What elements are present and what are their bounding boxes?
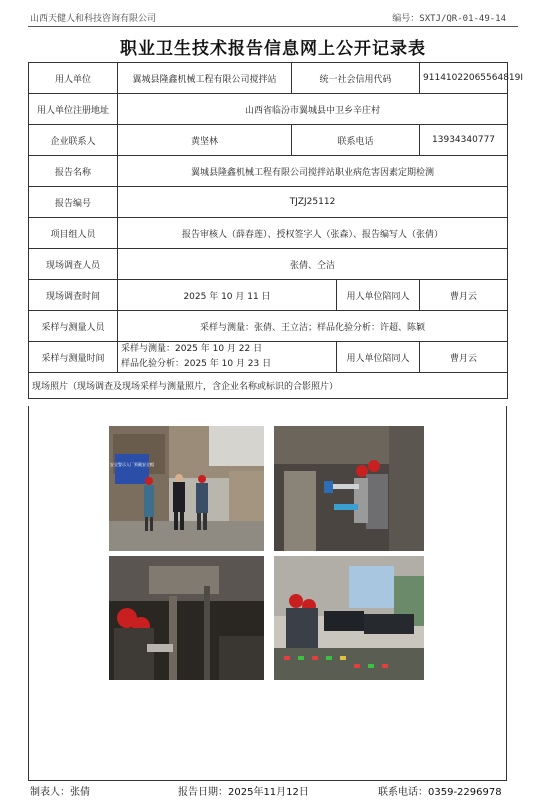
report-name-label: 报告名称 bbox=[29, 156, 118, 187]
row-sampling-staff bbox=[29, 311, 508, 342]
escort2-label: 用人单位陪同人 bbox=[337, 342, 420, 373]
sampling-time-value bbox=[118, 342, 337, 373]
row-report-no bbox=[29, 187, 508, 218]
photo-group-entrance bbox=[109, 426, 264, 551]
row-survey-time bbox=[29, 280, 508, 311]
report-no-value: TJZJ25112 bbox=[118, 187, 508, 218]
footer-maker: 制表人：张倩 bbox=[30, 787, 90, 798]
photos-area bbox=[28, 406, 507, 781]
page-title: 职业卫生技术报告信息网上公开记录表 bbox=[120, 39, 426, 59]
phone-label: 联系电话 bbox=[292, 125, 420, 156]
footer-phone: 联系电话：0359-2296978 bbox=[378, 787, 502, 798]
team-label: 项目组人员 bbox=[29, 218, 118, 249]
survey-staff-value: 张倩、仝洁 bbox=[118, 249, 508, 280]
escort2-value: 曹月云 bbox=[420, 342, 508, 373]
sampling-time-label: 采样与测量时间 bbox=[29, 342, 118, 373]
address-label: 用人单位注册地址 bbox=[29, 94, 118, 125]
row-address bbox=[29, 94, 508, 125]
photo-plant-measurement bbox=[109, 556, 264, 680]
phone-value: 13934340777 bbox=[420, 125, 508, 156]
employer-value: 翼城县隆鑫机械工程有限公司搅拌站 bbox=[118, 63, 292, 94]
survey-time-label: 现场调查时间 bbox=[29, 280, 118, 311]
sampling-time-line2: 样品化验分析：2025 年 10 月 23 日 bbox=[121, 359, 272, 369]
row-contact bbox=[29, 125, 508, 156]
row-employer bbox=[29, 63, 508, 94]
row-team bbox=[29, 218, 508, 249]
header-company: 山西天健人和科技咨询有限公司 bbox=[30, 14, 157, 24]
row-survey-staff bbox=[29, 249, 508, 280]
escort1-label: 用人单位陪同人 bbox=[337, 280, 420, 311]
photos-caption: 现场照片（现场调查及现场采样与测量照片，含企业名称或标识的合影照片） bbox=[29, 373, 508, 399]
team-value: 报告审核人（薛春莲）、授权签字人（张森）、报告编写人（张倩） bbox=[118, 218, 508, 249]
address-value: 山西省临汾市翼城县中卫乡辛庄村 bbox=[118, 94, 508, 125]
row-sampling-time bbox=[29, 342, 508, 373]
safety-sign-text: 安全警示入厂须戴安全帽 bbox=[110, 462, 154, 467]
photo-sampling bbox=[274, 426, 424, 551]
credit-code-label: 统一社会信用代码 bbox=[292, 63, 420, 94]
employer-label: 用人单位 bbox=[29, 63, 118, 94]
survey-time-value: 2025 年 10 月 11 日 bbox=[118, 280, 337, 311]
header-doc-number: 编号：SXTJ/QR-01-49-14 bbox=[392, 14, 506, 24]
sampling-time-line1: 采样与测量：2025 年 10 月 22 日 bbox=[121, 344, 263, 354]
row-photos-caption bbox=[29, 373, 508, 399]
credit-code-value: 91141022065564819I bbox=[420, 63, 508, 94]
header-divider bbox=[28, 26, 518, 27]
survey-staff-label: 现场调查人员 bbox=[29, 249, 118, 280]
photo-control-room bbox=[274, 556, 424, 680]
row-report-name bbox=[29, 156, 508, 187]
record-table bbox=[28, 62, 524, 399]
sampling-staff-label: 采样与测量人员 bbox=[29, 311, 118, 342]
footer-report-date: 报告日期：2025年11月12日 bbox=[178, 787, 309, 798]
contact-value: 黄坚林 bbox=[118, 125, 292, 156]
contact-label: 企业联系人 bbox=[29, 125, 118, 156]
report-name-value: 翼城县隆鑫机械工程有限公司搅拌站职业病危害因素定期检测 bbox=[118, 156, 508, 187]
sampling-staff-value: 采样与测量：张倩、王立洁；样品化验分析：许超、陈颖 bbox=[118, 311, 508, 342]
report-no-label: 报告编号 bbox=[29, 187, 118, 218]
escort1-value: 曹月云 bbox=[420, 280, 508, 311]
